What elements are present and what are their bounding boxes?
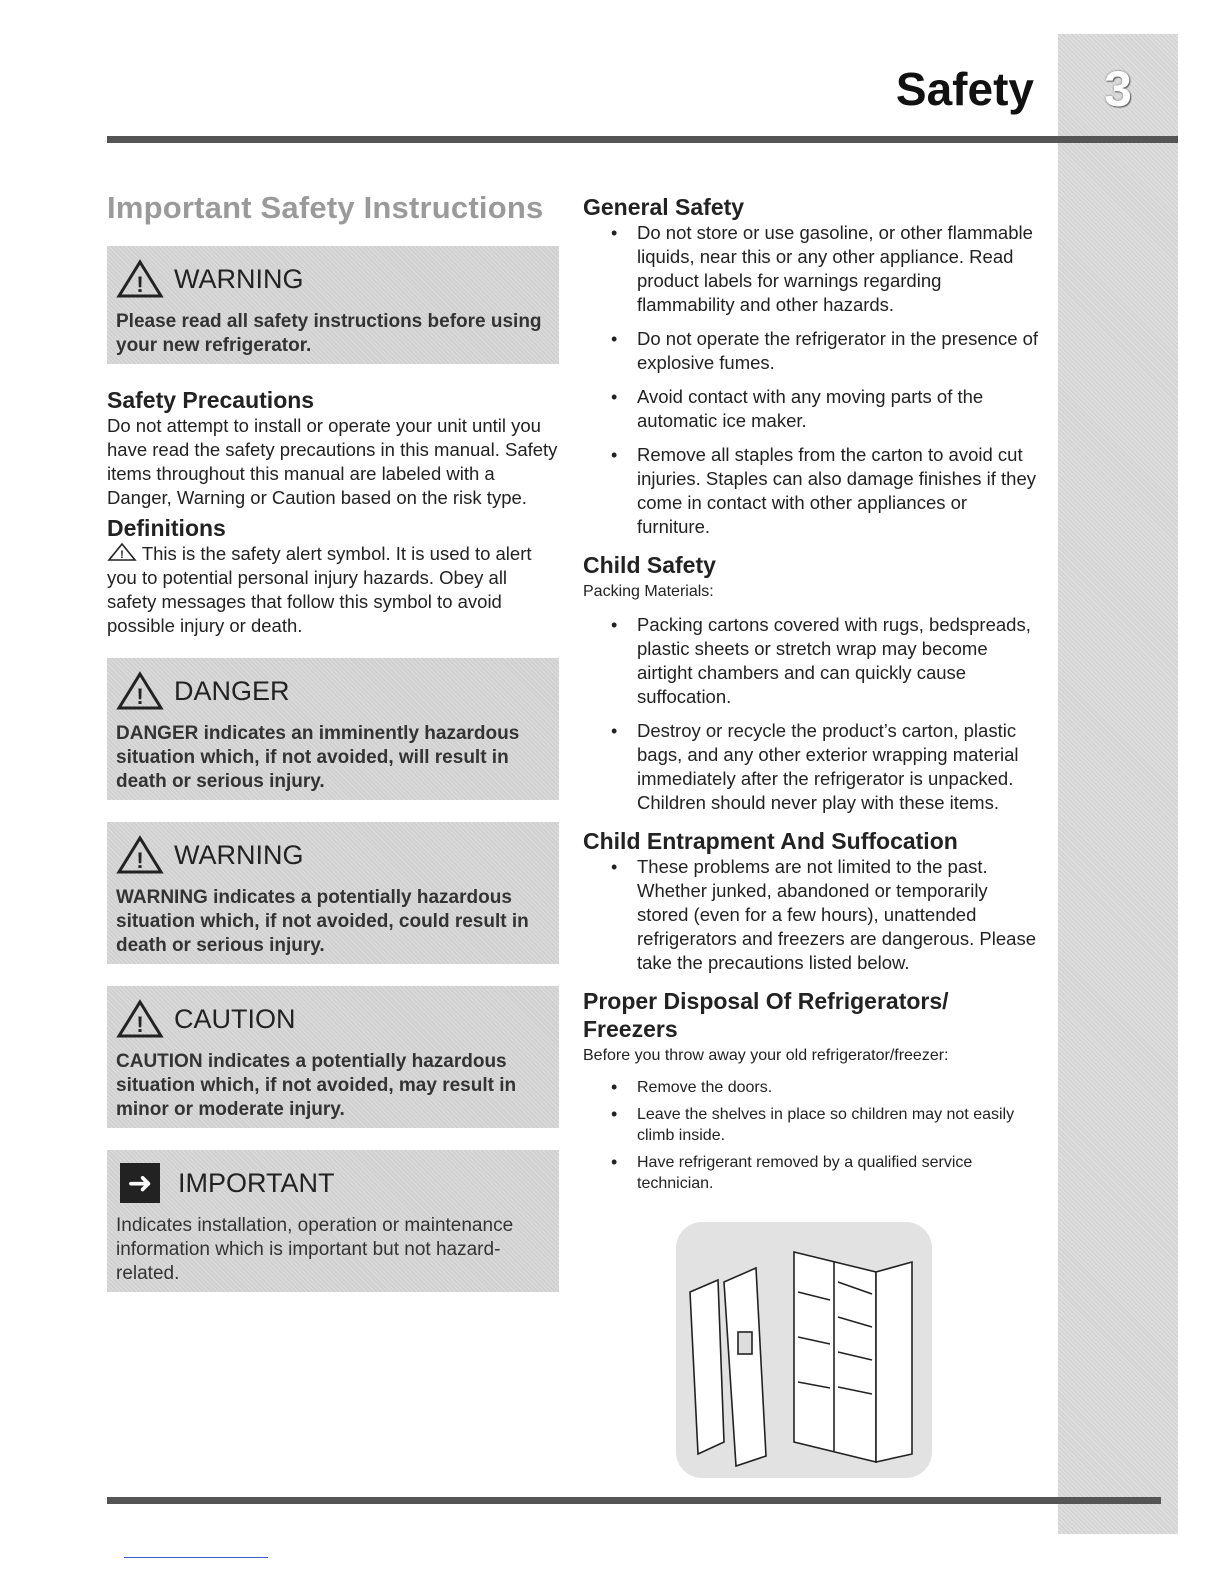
list-item: • Destroy or recycle the product’s carton, plastic bags, and any other exterior wrapping material immediately after the refrigerator is unpacked. Children should never play with these items. bbox=[583, 719, 1043, 815]
alert-word: IMPORTANT bbox=[178, 1167, 335, 1198]
safety-alert-icon bbox=[116, 671, 164, 711]
alert-text: CAUTION indicates a potentially hazardous situation which, if not avoided, may result in minor or moderate injury. bbox=[116, 1051, 517, 1120]
child-safety-list bbox=[583, 613, 1043, 815]
packing-materials-label: Packing Materials: bbox=[583, 583, 714, 600]
disposal-heading: Proper Disposal Of Refrigerators/ Freezers bbox=[583, 988, 949, 1042]
safety-alert-icon bbox=[116, 999, 164, 1039]
alert-word: WARNING bbox=[174, 839, 304, 870]
disposal-list bbox=[583, 1077, 1043, 1194]
svg-text:!: ! bbox=[136, 684, 144, 709]
child-safety-heading: Child Safety bbox=[583, 552, 716, 578]
alert-text: WARNING indicates a potentially hazardous situation which, if not avoided, could result in death or serious injury. bbox=[116, 887, 529, 956]
general-safety-list bbox=[583, 221, 1043, 539]
alert-text: DANGER indicates an imminently hazardous situation which, if not avoided, will result in death or serious injury. bbox=[116, 723, 520, 792]
chapter-side-tab bbox=[1058, 34, 1178, 1534]
alert-text: Indicates installation, operation or maintenance information which is important but not hazard-related. bbox=[116, 1215, 514, 1284]
danger-box bbox=[107, 658, 559, 800]
list-item: • Do not store or use gasoline, or other flammable liquids, near this or any other appliance. Read product labels for warnings regarding flammability and other hazards. bbox=[583, 221, 1043, 317]
list-item: • Have refrigerant removed by a qualified service technician. bbox=[583, 1152, 1043, 1194]
definitions-heading: Definitions bbox=[107, 515, 226, 541]
definitions-paragraph bbox=[107, 542, 559, 638]
footer-link-underline bbox=[124, 1557, 268, 1558]
svg-text:!: ! bbox=[136, 848, 144, 873]
arrow-right-icon: ➜ bbox=[120, 1163, 160, 1203]
warning-intro-box bbox=[107, 246, 559, 364]
precautions-text: Do not attempt to install or operate your unit until you have read the safety precautions in this manual. Safety items throughout this manual are labeled with a Danger, Warning or Caution based on the risk type. bbox=[107, 415, 558, 508]
section-title: Important Safety Instructions bbox=[107, 190, 544, 225]
page-title: Safety bbox=[895, 63, 1034, 115]
alert-word: CAUTION bbox=[174, 1003, 296, 1034]
left-column bbox=[107, 190, 559, 1314]
footer-rule bbox=[107, 1497, 1161, 1504]
list-item: • Remove all staples from the carton to avoid cut injuries. Staples can also damage finishes if they come in contact with other appliances or furniture. bbox=[583, 443, 1043, 539]
important-box bbox=[107, 1150, 559, 1292]
list-item: • Remove the doors. bbox=[583, 1077, 1043, 1098]
svg-text:!: ! bbox=[136, 272, 144, 297]
warning-box bbox=[107, 822, 559, 964]
header-rule bbox=[107, 136, 1178, 143]
chapter-number: 3 bbox=[1104, 61, 1132, 117]
disposal-intro: Before you throw away your old refrigerator/freezer: bbox=[583, 1047, 949, 1064]
alert-word: WARNING bbox=[174, 263, 304, 294]
list-item: • Do not operate the refrigerator in the presence of explosive fumes. bbox=[583, 327, 1043, 375]
list-item: • Avoid contact with any moving parts of the automatic ice maker. bbox=[583, 385, 1043, 433]
list-item: • These problems are not limited to the past. Whether junked, abandoned or temporarily stored (even for a few hours), unattended refrigerators and freezers are dangerous. Please take the precautions listed below. bbox=[583, 855, 1043, 975]
safety-alert-icon bbox=[116, 835, 164, 875]
svg-text:!: ! bbox=[120, 549, 124, 561]
right-column bbox=[583, 193, 1043, 1206]
alert-text: Please read all safety instructions before using your new refrigerator. bbox=[116, 311, 542, 356]
general-safety-heading: General Safety bbox=[583, 194, 745, 220]
safety-alert-icon bbox=[107, 542, 137, 562]
safety-alert-icon bbox=[116, 259, 164, 299]
caution-box bbox=[107, 986, 559, 1128]
svg-text:!: ! bbox=[136, 1012, 144, 1037]
alert-word: DANGER bbox=[174, 675, 290, 706]
entrapment-heading: Child Entrapment And Suffocation bbox=[583, 828, 958, 854]
precautions-heading: Safety Precautions bbox=[107, 387, 315, 413]
definitions-text: This is the safety alert symbol. It is used to alert you to potential personal injury hazards. Obey all safety messages that follow this symbol to avoid possible injury or death. bbox=[107, 543, 532, 636]
list-item: • Packing cartons covered with rugs, bedspreads, plastic sheets or stretch wrap may become airtight chambers and can quickly cause suffocation. bbox=[583, 613, 1043, 709]
list-item: • Leave the shelves in place so children may not easily climb inside. bbox=[583, 1104, 1043, 1146]
entrapment-list bbox=[583, 855, 1043, 975]
refrigerator-illustration bbox=[676, 1222, 932, 1478]
